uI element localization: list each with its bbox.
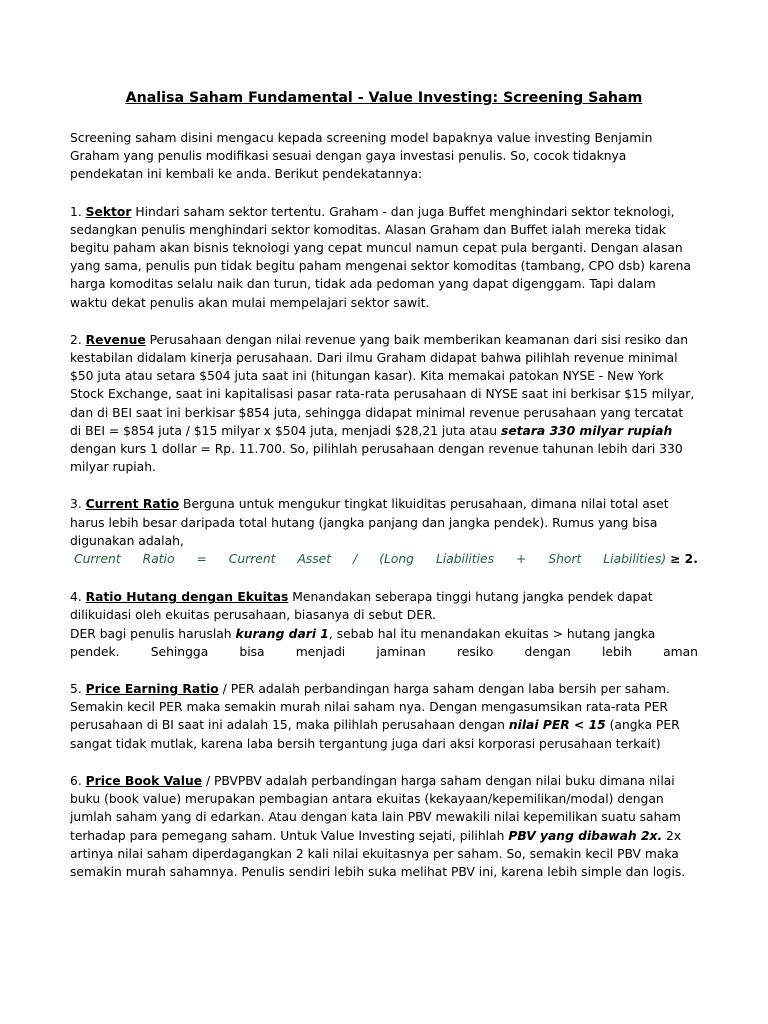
text-line: dan di BEI saat ini berkisar $854 juta, sehingga didapat minimal revenue perusahaan yang tercatat: [70, 405, 684, 420]
text-line: Semakin kecil PER maka semakin murah nilai saham nya. Dengan mengasumsikan rata-rata PER: [70, 700, 668, 715]
formula-token: Ratio: [142, 552, 175, 567]
section-term: Current Ratio: [85, 497, 180, 512]
text-run: DER bagi penulis haruslah: [70, 626, 236, 641]
text-line: digunakan adalah,: [70, 533, 184, 548]
text-line: [70, 625, 698, 643]
word: aman: [663, 644, 698, 659]
formula-token-last: [603, 550, 698, 568]
text-line: [70, 772, 698, 790]
text-line: [70, 827, 698, 845]
text-line: dilikuidasi oleh ekuitas perusahaan, biasanya di sebut DER.: [70, 608, 437, 623]
text-line: kestabilan didalam kinerja perusahaan. Dari ilmu Graham didapat bahwa pilihlah revenue minimal: [70, 351, 678, 366]
word: Sehingga: [150, 644, 209, 659]
current-ratio-formula: [70, 550, 698, 568]
section-number: 4.: [70, 590, 86, 605]
word: pendek.: [70, 644, 120, 659]
section-term: Price Book Value: [85, 773, 203, 788]
text-run: / PER adalah perbandingan harga saham dengan laba bersih per saham.: [218, 682, 670, 697]
text-line: Screening saham disini mengacu kepada screening model bapaknya value investing Benjamin: [70, 131, 653, 145]
word: bisa: [239, 644, 265, 659]
text-run: , sebab hal itu menandakan ekuitas > hutang jangka: [328, 626, 656, 641]
section-sektor: [70, 203, 698, 312]
text-line: harga komoditas selalu naik dan turun, tidak ada pedoman yang dapat digenggam. Tapi dalam: [70, 277, 656, 292]
text-run: (angka PER: [605, 718, 680, 733]
text-line: [70, 422, 698, 440]
section-number: 2.: [70, 332, 86, 347]
section-pbv: [70, 772, 698, 881]
text-line: [70, 588, 698, 606]
text-run: Perusahaan dengan nilai revenue yang baik memberikan keamanan dari sisi resiko dan: [145, 332, 689, 347]
formula-token: Current: [74, 552, 121, 567]
text-line: milyar rupiah.: [70, 460, 156, 475]
text-line: [70, 495, 698, 513]
section-number: 6.: [70, 773, 86, 788]
text-line: pendekatan ini kembali ke anda. Berikut pendekatannya:: [70, 167, 423, 182]
formula-token: Asset: [297, 552, 332, 567]
word: resiko: [456, 644, 494, 659]
section-term: Sektor: [85, 204, 132, 219]
text-line: Stock Exchange, saat ini kapitalisasi pasar rata-rata perusahaan di NYSE saat ini berkisar $15 milyar,: [70, 387, 695, 402]
formula-token: Liabilities): [603, 552, 667, 567]
emphasis-text: nilai PER < 15: [508, 718, 606, 733]
section-number: 1.: [70, 204, 86, 219]
text-line: Graham yang penulis modifikasi sesuai dengan gaya investasi penulis. So, cocok tidaknya: [70, 149, 627, 164]
text-run: 2x: [662, 828, 682, 843]
formula-token: /: [353, 552, 358, 567]
text-run: Berguna untuk mengukur tingkat likuiditas perusahaan, dimana nilai total aset: [179, 497, 669, 512]
text-run: perusahaan di BI saat ini adalah 15, maka pilihlah perusahaan dengan: [70, 718, 509, 733]
text-line: semakin murah sahamnya. Penulis sendiri lebih suka melihat PBV ini, karena lebih simple dan logis.: [70, 864, 686, 879]
formula-token: Liabilities: [435, 552, 495, 567]
document-title: Analisa Saham Fundamental - Value Investing: Screening Saham: [125, 90, 643, 106]
formula-token: Current: [228, 552, 276, 567]
text-line: jumlah saham yang di edarkan. Atau dengan kata lain PBV mewakili nilai kepemilikan suatu saham: [70, 810, 681, 825]
text-run: terhadap para pemegang saham. Untuk Value Investing sejati, pilihlah: [70, 828, 509, 843]
text-run: Menandakan seberapa tinggi hutang jangka pendek dapat: [288, 590, 653, 605]
text-line: artinya nilai saham diperdagangkan 2 kali nilai ekuitasnya per saham. So, semakin kecil PBV maka: [70, 846, 679, 861]
word: menjadi: [295, 644, 346, 659]
section-term: Price Earning Ratio: [85, 682, 219, 697]
emphasis-text: kurang dari 1: [235, 626, 329, 641]
text-line: begitu paham akan bisnis teknologi yang cepat muncul namun cepat pula berganti. Dengan alasan: [70, 241, 683, 256]
text-run: di BEI = $854 juta / $15 milyar x $504 juta, menjadi $28,21 juta atau: [70, 423, 501, 438]
text-line: [70, 203, 698, 221]
word: dengan: [524, 644, 571, 659]
text-line: waktu dekat penulis akan mulai mempelajari sektor sawit.: [70, 295, 430, 310]
text-run: / PBVPBV adalah perbandingan harga saham dengan nilai buku dimana nilai: [202, 773, 675, 788]
formula-token: (Long: [379, 552, 414, 567]
text-line: [70, 680, 698, 698]
text-line: harus lebih besar daripada total hutang (jangka panjang dan jangka pendek). Rumus yang bisa: [70, 515, 658, 530]
section-der: [70, 588, 698, 661]
text-line: sedangkan penulis menghindari sektor komoditas. Alasan Graham dan Buffet ialah mereka tidak: [70, 222, 666, 237]
text-line: sangat tidak mutlak, karena laba bersih tergantung juga dari aksi korporasi perusahaan terkait): [70, 736, 661, 751]
text-run: Hindari saham sektor tertentu. Graham - dan juga Buffet menghindari sektor teknologi,: [131, 204, 675, 219]
section-term: Revenue: [85, 332, 146, 347]
formula-token: =: [196, 552, 207, 567]
formula-token: Short: [548, 552, 582, 567]
text-line: dengan kurs 1 dollar = Rp. 11.700. So, pilihlah perusahaan dengan revenue tahunan lebih dari 330: [70, 442, 683, 457]
section-number: 3.: [70, 497, 86, 512]
text-line: [70, 716, 698, 734]
intro-paragraph: [70, 129, 698, 184]
word: jaminan: [376, 644, 426, 659]
text-line: yang sama, penulis pun tidak begitu paham mengenai sektor komoditas (tambang, CPO dsb) karena: [70, 259, 691, 274]
text-line: [70, 643, 698, 661]
section-current-ratio: [70, 495, 698, 550]
section-revenue: [70, 331, 698, 477]
section-term: Ratio Hutang dengan Ekuitas: [85, 590, 289, 605]
emphasis-text: setara 330 milyar rupiah: [501, 423, 673, 438]
word: lebih: [601, 644, 632, 659]
text-line: [70, 331, 698, 349]
emphasis-text: PBV yang dibawah 2x.: [508, 828, 663, 843]
text-line: buku (book value) merupakan pembagian antara ekuitas (kekayaan/kepemilikan/modal) dengan: [70, 792, 664, 807]
formula-result: ≥ 2.: [670, 552, 698, 567]
section-number: 5.: [70, 682, 86, 697]
text-line: $50 juta atau setara $504 juta saat ini (hitungan kasar). Kita memakai patokan NYSE - New York: [70, 369, 664, 384]
formula-token: +: [516, 552, 527, 567]
section-per: [70, 680, 698, 753]
